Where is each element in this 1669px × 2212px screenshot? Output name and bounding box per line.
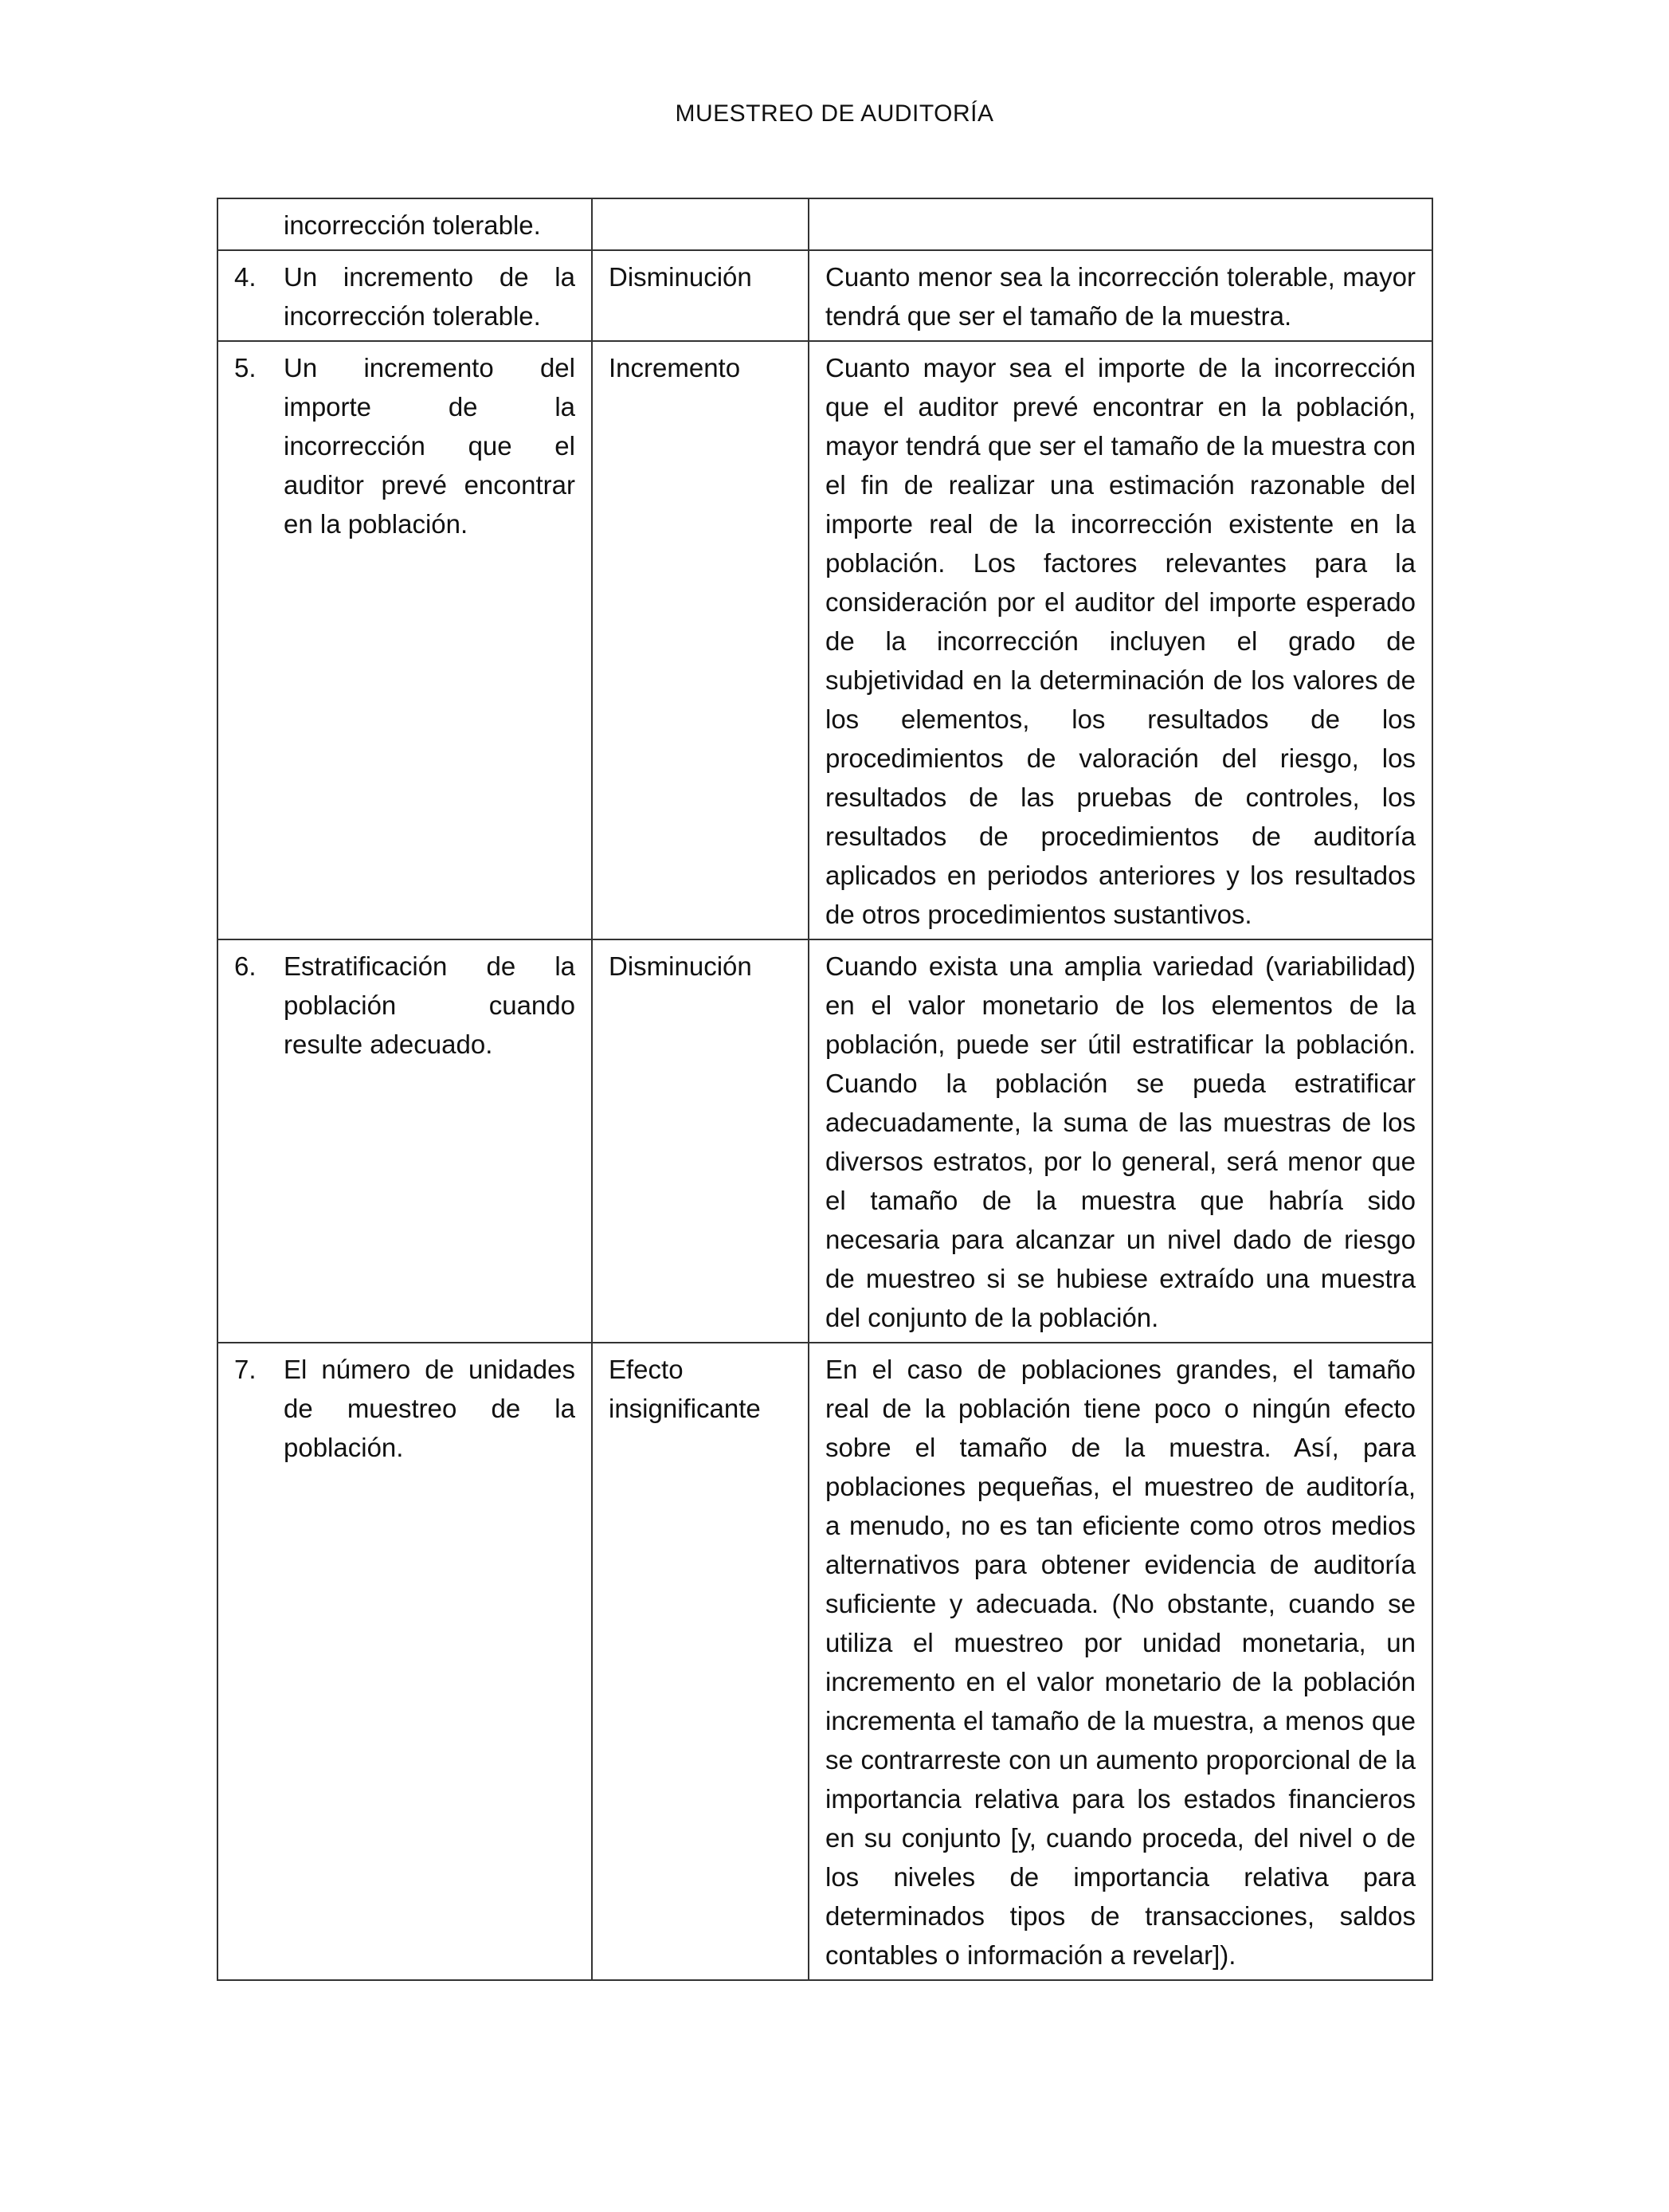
page-header: MUESTREO DE AUDITORÍA — [675, 100, 994, 127]
explanation-cell: Cuando exista una amplia variedad (variabilidad) en el valor monetario de los elementos de la población, puede ser útil estratificar la población. Cuando la población se pueda estratificar adecuadamente, la suma de las muestras de los diversos estratos, por lo general, será menor que el tamaño de la muestra que habría sido necesaria para alcanzar un nivel dado de riesgo de muestreo si se hubiese extraído una muestra del conjunto de la población. — [809, 939, 1432, 1343]
effect-cell: Incremento — [592, 341, 809, 939]
row-number: 7. — [234, 1355, 257, 1384]
effect-cell: Disminución — [592, 250, 809, 341]
row-number: 4. — [234, 262, 257, 292]
factor-cell — [217, 1343, 592, 1980]
factor-cell — [217, 198, 592, 250]
table-row — [217, 250, 1432, 341]
effect-cell — [592, 198, 809, 250]
factor-text: El número de unidades de muestreo de la población. — [284, 1355, 575, 1462]
factor-cell — [217, 250, 592, 341]
factor-cell — [217, 939, 592, 1343]
explanation-cell: Cuanto mayor sea el importe de la incorrección que el auditor prevé encontrar en la población, mayor tendrá que ser el tamaño de la muestra con el fin de realizar una estimación razonable del importe real de la incorrección existente en la población. Los factores relevantes para la consideración por el auditor del importe esperado de la incorrección incluyen el grado de subjetividad en la determinación de los valores de los elementos, los resultados de los procedimientos de valoración del riesgo, los resultados de las pruebas de controles, los resultados de procedimientos de auditoría aplicados en periodos anteriores y los resultados de otros procedimientos sustantivos. — [809, 341, 1432, 939]
factors-table — [217, 198, 1433, 1981]
explanation-cell — [809, 198, 1432, 250]
row-number: 6. — [234, 951, 257, 981]
factor-text: Estratificación de la población cuando resulte adecuado. — [284, 951, 575, 1059]
table-row — [217, 1343, 1432, 1980]
factor-text: incorrección tolerable. — [284, 210, 541, 240]
effect-cell: Disminución — [592, 939, 809, 1343]
table-row — [217, 341, 1432, 939]
explanation-cell: Cuanto menor sea la incorrección tolerable, mayor tendrá que ser el tamaño de la muestra. — [809, 250, 1432, 341]
factor-cell — [217, 341, 592, 939]
factor-text: Un incremento de la incorrección tolerable. — [284, 262, 575, 331]
table-row — [217, 939, 1432, 1343]
explanation-cell: En el caso de poblaciones grandes, el tamaño real de la población tiene poco o ningún efecto sobre el tamaño de la muestra. Así, para poblaciones pequeñas, el muestreo de auditoría, a menudo, no es tan eficiente como otros medios alternativos para obtener evidencia de auditoría suficiente y adecuada. (No obstante, cuando se utiliza el muestreo por unidad monetaria, un incremento en el valor monetario de la población incrementa el tamaño de la muestra, a menos que se contrarreste con un aumento proporcional de la importancia relativa para los estados financieros en su conjunto [y, cuando proceda, del nivel o de los niveles de importancia relativa para determinados tipos de transacciones, saldos contables o información a revelar]). — [809, 1343, 1432, 1980]
effect-cell: Efecto insignificante — [592, 1343, 809, 1980]
factor-text: Un incremento del importe de la incorrección que el auditor prevé encontrar en la población. — [284, 353, 575, 539]
table-row-continuation — [217, 198, 1432, 250]
row-number: 5. — [234, 353, 257, 382]
